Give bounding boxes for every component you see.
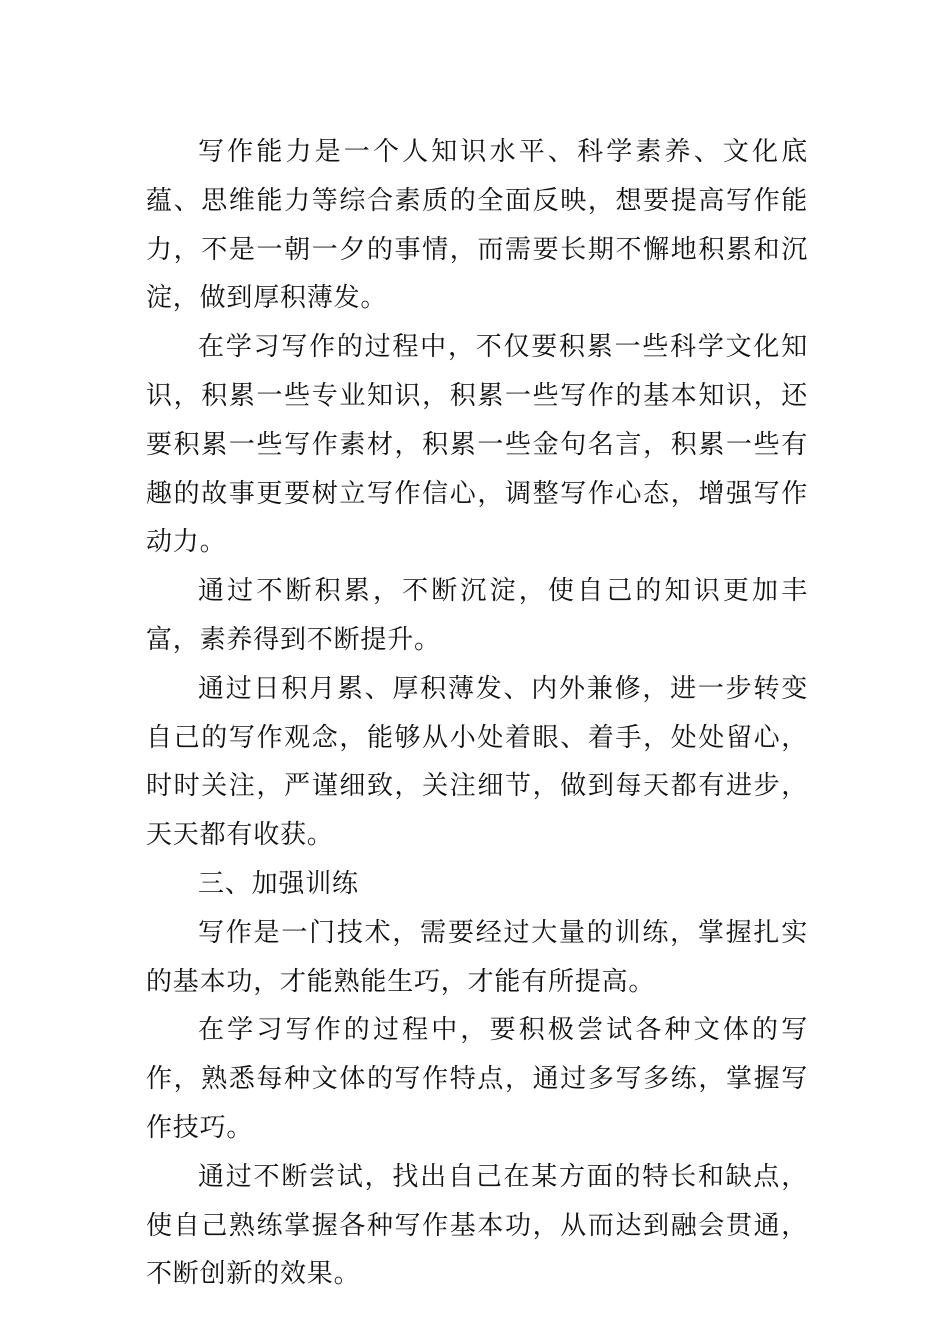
section-heading: 三、加强训练: [198, 868, 359, 899]
paragraph-daily-progress: 通过日积月累、厚积薄发、内外兼修，进一步转变自己的写作观念，能够从小处着眼、着手，处处留心，时时关注，严谨细致，关注细节，做到每天都有进步，天天都有收获。: [146, 673, 808, 851]
paragraph-accumulation: 在学习写作的过程中，不仅要积累一些科学文化知识，积累一些专业知识，积累一些写作的基本知识，还要积累一些写作素材，积累一些金句名言，积累一些有趣的故事更要树立写作信心，调整写作心态，增强写作动力。: [146, 332, 808, 558]
paragraph-innovation: 通过不断尝试，找出自己在某方面的特长和缺点，使自己熟练掌握各种写作基本功，从而达到融会贯通，不断创新的效果。: [146, 1161, 808, 1290]
document-body: [146, 128, 808, 1299]
paragraph-genres: 在学习写作的过程中，要积极尝试各种文体的写作，熟悉每种文体的写作特点，通过多写多练，掌握写作技巧。: [146, 1015, 808, 1143]
paragraph-training: 写作是一门技术，需要经过大量的训练，掌握扎实的基本功，才能熟能生巧，才能有所提高。: [146, 917, 808, 997]
paragraph-sediment: 通过不断积累，不断沉淀，使自己的知识更加丰富，素养得到不断提升。: [146, 576, 808, 655]
paragraph-writing-ability: 写作能力是一个人知识水平、科学素养、文化底蕴、思维能力等综合素质的全面反映，想要提高写作能力，不是一朝一夕的事情，而需要长期不懈地积累和沉淀，做到厚积薄发。: [146, 137, 808, 314]
